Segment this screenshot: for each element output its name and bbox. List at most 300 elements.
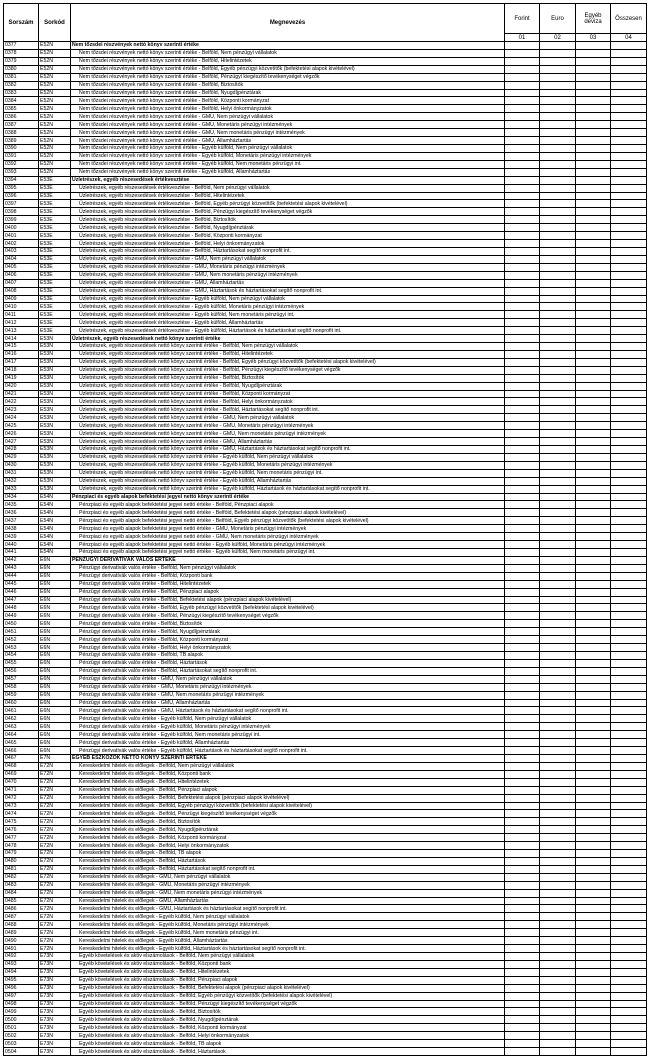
value-egyeb-deviza-cell[interactable] [576, 192, 611, 200]
value-egyeb-deviza-cell[interactable] [576, 493, 611, 501]
value-egyeb-deviza-cell[interactable] [576, 675, 611, 683]
value-euro-cell[interactable] [540, 509, 576, 517]
value-egyeb-deviza-cell[interactable] [576, 97, 611, 105]
value-forint-cell[interactable] [505, 921, 540, 929]
value-forint-cell[interactable] [505, 303, 540, 311]
value-osszesen-cell[interactable] [611, 628, 647, 636]
value-osszesen-cell[interactable] [611, 604, 647, 612]
value-forint-cell[interactable] [505, 754, 540, 762]
value-egyeb-deviza-cell[interactable] [576, 541, 611, 549]
value-egyeb-deviza-cell[interactable] [576, 747, 611, 755]
value-egyeb-deviza-cell[interactable] [576, 604, 611, 612]
value-forint-cell[interactable] [505, 683, 540, 691]
value-forint-cell[interactable] [505, 667, 540, 675]
value-forint-cell[interactable] [505, 469, 540, 477]
value-egyeb-deviza-cell[interactable] [576, 422, 611, 430]
value-forint-cell[interactable] [505, 699, 540, 707]
value-osszesen-cell[interactable] [611, 636, 647, 644]
value-forint-cell[interactable] [505, 620, 540, 628]
value-osszesen-cell[interactable] [611, 889, 647, 897]
value-osszesen-cell[interactable] [611, 335, 647, 343]
value-euro-cell[interactable] [540, 533, 576, 541]
value-egyeb-deviza-cell[interactable] [576, 715, 611, 723]
value-euro-cell[interactable] [540, 707, 576, 715]
value-euro-cell[interactable] [540, 295, 576, 303]
value-egyeb-deviza-cell[interactable] [576, 137, 611, 145]
value-euro-cell[interactable] [540, 390, 576, 398]
value-forint-cell[interactable] [505, 628, 540, 636]
value-forint-cell[interactable] [505, 802, 540, 810]
value-forint-cell[interactable] [505, 564, 540, 572]
value-osszesen-cell[interactable] [611, 675, 647, 683]
value-euro-cell[interactable] [540, 960, 576, 968]
value-osszesen-cell[interactable] [611, 319, 647, 327]
value-forint-cell[interactable] [505, 485, 540, 493]
value-osszesen-cell[interactable] [611, 224, 647, 232]
value-euro-cell[interactable] [540, 818, 576, 826]
value-osszesen-cell[interactable] [611, 97, 647, 105]
value-egyeb-deviza-cell[interactable] [576, 913, 611, 921]
value-osszesen-cell[interactable] [611, 398, 647, 406]
value-forint-cell[interactable] [505, 232, 540, 240]
value-euro-cell[interactable] [540, 905, 576, 913]
value-euro-cell[interactable] [540, 453, 576, 461]
value-egyeb-deviza-cell[interactable] [576, 430, 611, 438]
value-egyeb-deviza-cell[interactable] [576, 659, 611, 667]
value-egyeb-deviza-cell[interactable] [576, 121, 611, 129]
value-osszesen-cell[interactable] [611, 1024, 647, 1032]
value-forint-cell[interactable] [505, 850, 540, 858]
value-forint-cell[interactable] [505, 818, 540, 826]
value-forint-cell[interactable] [505, 279, 540, 287]
value-egyeb-deviza-cell[interactable] [576, 319, 611, 327]
value-forint-cell[interactable] [505, 873, 540, 881]
value-euro-cell[interactable] [540, 73, 576, 81]
value-osszesen-cell[interactable] [611, 723, 647, 731]
value-egyeb-deviza-cell[interactable] [576, 335, 611, 343]
value-forint-cell[interactable] [505, 1048, 540, 1056]
value-osszesen-cell[interactable] [611, 818, 647, 826]
value-egyeb-deviza-cell[interactable] [576, 1048, 611, 1056]
value-osszesen-cell[interactable] [611, 374, 647, 382]
value-forint-cell[interactable] [505, 453, 540, 461]
value-euro-cell[interactable] [540, 382, 576, 390]
value-forint-cell[interactable] [505, 778, 540, 786]
value-euro-cell[interactable] [540, 517, 576, 525]
value-egyeb-deviza-cell[interactable] [576, 1008, 611, 1016]
value-euro-cell[interactable] [540, 976, 576, 984]
value-forint-cell[interactable] [505, 905, 540, 913]
value-euro-cell[interactable] [540, 57, 576, 65]
value-egyeb-deviza-cell[interactable] [576, 921, 611, 929]
value-osszesen-cell[interactable] [611, 699, 647, 707]
value-euro-cell[interactable] [540, 240, 576, 248]
value-forint-cell[interactable] [505, 1040, 540, 1048]
value-egyeb-deviza-cell[interactable] [576, 160, 611, 168]
value-euro-cell[interactable] [540, 921, 576, 929]
value-osszesen-cell[interactable] [611, 42, 647, 50]
value-forint-cell[interactable] [505, 675, 540, 683]
value-euro-cell[interactable] [540, 723, 576, 731]
value-forint-cell[interactable] [505, 580, 540, 588]
value-euro-cell[interactable] [540, 596, 576, 604]
value-euro-cell[interactable] [540, 778, 576, 786]
value-osszesen-cell[interactable] [611, 659, 647, 667]
value-osszesen-cell[interactable] [611, 382, 647, 390]
value-egyeb-deviza-cell[interactable] [576, 446, 611, 454]
value-egyeb-deviza-cell[interactable] [576, 533, 611, 541]
value-euro-cell[interactable] [540, 398, 576, 406]
value-osszesen-cell[interactable] [611, 57, 647, 65]
value-osszesen-cell[interactable] [611, 549, 647, 557]
value-euro-cell[interactable] [540, 659, 576, 667]
value-osszesen-cell[interactable] [611, 794, 647, 802]
value-egyeb-deviza-cell[interactable] [576, 667, 611, 675]
value-forint-cell[interactable] [505, 65, 540, 73]
value-forint-cell[interactable] [505, 636, 540, 644]
value-euro-cell[interactable] [540, 810, 576, 818]
value-forint-cell[interactable] [505, 968, 540, 976]
value-forint-cell[interactable] [505, 865, 540, 873]
value-osszesen-cell[interactable] [611, 873, 647, 881]
value-egyeb-deviza-cell[interactable] [576, 240, 611, 248]
value-egyeb-deviza-cell[interactable] [576, 596, 611, 604]
value-euro-cell[interactable] [540, 501, 576, 509]
value-forint-cell[interactable] [505, 588, 540, 596]
value-egyeb-deviza-cell[interactable] [576, 501, 611, 509]
value-euro-cell[interactable] [540, 667, 576, 675]
value-euro-cell[interactable] [540, 366, 576, 374]
value-euro-cell[interactable] [540, 113, 576, 121]
value-egyeb-deviza-cell[interactable] [576, 453, 611, 461]
value-forint-cell[interactable] [505, 834, 540, 842]
value-euro-cell[interactable] [540, 168, 576, 176]
value-egyeb-deviza-cell[interactable] [576, 739, 611, 747]
value-osszesen-cell[interactable] [611, 343, 647, 351]
value-osszesen-cell[interactable] [611, 945, 647, 953]
value-osszesen-cell[interactable] [611, 184, 647, 192]
value-egyeb-deviza-cell[interactable] [576, 247, 611, 255]
value-egyeb-deviza-cell[interactable] [576, 564, 611, 572]
value-osszesen-cell[interactable] [611, 707, 647, 715]
value-osszesen-cell[interactable] [611, 778, 647, 786]
value-osszesen-cell[interactable] [611, 49, 647, 57]
value-forint-cell[interactable] [505, 739, 540, 747]
value-euro-cell[interactable] [540, 200, 576, 208]
value-forint-cell[interactable] [505, 1016, 540, 1024]
value-osszesen-cell[interactable] [611, 366, 647, 374]
value-egyeb-deviza-cell[interactable] [576, 968, 611, 976]
value-euro-cell[interactable] [540, 541, 576, 549]
value-osszesen-cell[interactable] [611, 525, 647, 533]
value-forint-cell[interactable] [505, 556, 540, 564]
value-osszesen-cell[interactable] [611, 73, 647, 81]
value-egyeb-deviza-cell[interactable] [576, 485, 611, 493]
value-forint-cell[interactable] [505, 247, 540, 255]
value-euro-cell[interactable] [540, 422, 576, 430]
value-osszesen-cell[interactable] [611, 453, 647, 461]
value-forint-cell[interactable] [505, 1032, 540, 1040]
value-egyeb-deviza-cell[interactable] [576, 509, 611, 517]
value-euro-cell[interactable] [540, 984, 576, 992]
value-osszesen-cell[interactable] [611, 786, 647, 794]
value-forint-cell[interactable] [505, 691, 540, 699]
value-egyeb-deviza-cell[interactable] [576, 937, 611, 945]
value-egyeb-deviza-cell[interactable] [576, 295, 611, 303]
value-forint-cell[interactable] [505, 889, 540, 897]
value-osszesen-cell[interactable] [611, 311, 647, 319]
value-egyeb-deviza-cell[interactable] [576, 810, 611, 818]
value-osszesen-cell[interactable] [611, 651, 647, 659]
value-egyeb-deviza-cell[interactable] [576, 216, 611, 224]
value-osszesen-cell[interactable] [611, 144, 647, 152]
value-forint-cell[interactable] [505, 842, 540, 850]
value-euro-cell[interactable] [540, 350, 576, 358]
value-egyeb-deviza-cell[interactable] [576, 89, 611, 97]
value-forint-cell[interactable] [505, 937, 540, 945]
value-egyeb-deviza-cell[interactable] [576, 644, 611, 652]
value-euro-cell[interactable] [540, 644, 576, 652]
value-forint-cell[interactable] [505, 295, 540, 303]
value-forint-cell[interactable] [505, 651, 540, 659]
value-forint-cell[interactable] [505, 857, 540, 865]
value-egyeb-deviza-cell[interactable] [576, 438, 611, 446]
value-forint-cell[interactable] [505, 881, 540, 889]
value-egyeb-deviza-cell[interactable] [576, 398, 611, 406]
value-egyeb-deviza-cell[interactable] [576, 477, 611, 485]
value-osszesen-cell[interactable] [611, 493, 647, 501]
value-euro-cell[interactable] [540, 945, 576, 953]
value-osszesen-cell[interactable] [611, 564, 647, 572]
value-euro-cell[interactable] [540, 184, 576, 192]
value-euro-cell[interactable] [540, 699, 576, 707]
value-forint-cell[interactable] [505, 271, 540, 279]
value-forint-cell[interactable] [505, 430, 540, 438]
value-euro-cell[interactable] [540, 176, 576, 184]
value-forint-cell[interactable] [505, 121, 540, 129]
value-osszesen-cell[interactable] [611, 960, 647, 968]
value-forint-cell[interactable] [505, 897, 540, 905]
value-egyeb-deviza-cell[interactable] [576, 731, 611, 739]
value-euro-cell[interactable] [540, 461, 576, 469]
value-osszesen-cell[interactable] [611, 192, 647, 200]
value-euro-cell[interactable] [540, 786, 576, 794]
value-egyeb-deviza-cell[interactable] [576, 343, 611, 351]
value-osszesen-cell[interactable] [611, 271, 647, 279]
value-osszesen-cell[interactable] [611, 216, 647, 224]
value-euro-cell[interactable] [540, 42, 576, 50]
value-forint-cell[interactable] [505, 240, 540, 248]
value-egyeb-deviza-cell[interactable] [576, 636, 611, 644]
value-euro-cell[interactable] [540, 208, 576, 216]
value-osszesen-cell[interactable] [611, 438, 647, 446]
value-egyeb-deviza-cell[interactable] [576, 287, 611, 295]
value-osszesen-cell[interactable] [611, 810, 647, 818]
value-egyeb-deviza-cell[interactable] [576, 414, 611, 422]
value-euro-cell[interactable] [540, 913, 576, 921]
value-forint-cell[interactable] [505, 152, 540, 160]
value-euro-cell[interactable] [540, 992, 576, 1000]
value-osszesen-cell[interactable] [611, 834, 647, 842]
value-forint-cell[interactable] [505, 929, 540, 937]
value-euro-cell[interactable] [540, 303, 576, 311]
value-osszesen-cell[interactable] [611, 976, 647, 984]
value-egyeb-deviza-cell[interactable] [576, 42, 611, 50]
value-forint-cell[interactable] [505, 747, 540, 755]
value-egyeb-deviza-cell[interactable] [576, 350, 611, 358]
value-forint-cell[interactable] [505, 913, 540, 921]
value-osszesen-cell[interactable] [611, 137, 647, 145]
value-osszesen-cell[interactable] [611, 65, 647, 73]
value-forint-cell[interactable] [505, 517, 540, 525]
value-forint-cell[interactable] [505, 311, 540, 319]
value-egyeb-deviza-cell[interactable] [576, 976, 611, 984]
value-euro-cell[interactable] [540, 1040, 576, 1048]
value-osszesen-cell[interactable] [611, 1032, 647, 1040]
value-osszesen-cell[interactable] [611, 469, 647, 477]
value-osszesen-cell[interactable] [611, 446, 647, 454]
value-euro-cell[interactable] [540, 406, 576, 414]
value-egyeb-deviza-cell[interactable] [576, 374, 611, 382]
value-egyeb-deviza-cell[interactable] [576, 255, 611, 263]
value-forint-cell[interactable] [505, 1000, 540, 1008]
value-euro-cell[interactable] [540, 873, 576, 881]
value-osszesen-cell[interactable] [611, 81, 647, 89]
value-euro-cell[interactable] [540, 731, 576, 739]
value-egyeb-deviza-cell[interactable] [576, 897, 611, 905]
value-osszesen-cell[interactable] [611, 644, 647, 652]
value-euro-cell[interactable] [540, 129, 576, 137]
value-euro-cell[interactable] [540, 144, 576, 152]
value-osszesen-cell[interactable] [611, 881, 647, 889]
value-osszesen-cell[interactable] [611, 1040, 647, 1048]
value-egyeb-deviza-cell[interactable] [576, 49, 611, 57]
value-forint-cell[interactable] [505, 1024, 540, 1032]
value-forint-cell[interactable] [505, 358, 540, 366]
value-forint-cell[interactable] [505, 366, 540, 374]
value-euro-cell[interactable] [540, 588, 576, 596]
value-osszesen-cell[interactable] [611, 826, 647, 834]
value-egyeb-deviza-cell[interactable] [576, 691, 611, 699]
value-egyeb-deviza-cell[interactable] [576, 1040, 611, 1048]
value-osszesen-cell[interactable] [611, 208, 647, 216]
value-forint-cell[interactable] [505, 73, 540, 81]
value-osszesen-cell[interactable] [611, 232, 647, 240]
value-osszesen-cell[interactable] [611, 929, 647, 937]
value-osszesen-cell[interactable] [611, 984, 647, 992]
value-egyeb-deviza-cell[interactable] [576, 184, 611, 192]
value-osszesen-cell[interactable] [611, 533, 647, 541]
value-euro-cell[interactable] [540, 232, 576, 240]
value-forint-cell[interactable] [505, 715, 540, 723]
value-osszesen-cell[interactable] [611, 596, 647, 604]
value-egyeb-deviza-cell[interactable] [576, 279, 611, 287]
value-osszesen-cell[interactable] [611, 200, 647, 208]
value-egyeb-deviza-cell[interactable] [576, 327, 611, 335]
value-forint-cell[interactable] [505, 327, 540, 335]
value-osszesen-cell[interactable] [611, 295, 647, 303]
value-euro-cell[interactable] [540, 850, 576, 858]
value-egyeb-deviza-cell[interactable] [576, 461, 611, 469]
value-forint-cell[interactable] [505, 612, 540, 620]
value-forint-cell[interactable] [505, 786, 540, 794]
value-forint-cell[interactable] [505, 826, 540, 834]
value-euro-cell[interactable] [540, 327, 576, 335]
value-euro-cell[interactable] [540, 691, 576, 699]
value-osszesen-cell[interactable] [611, 509, 647, 517]
value-osszesen-cell[interactable] [611, 1008, 647, 1016]
value-forint-cell[interactable] [505, 644, 540, 652]
value-forint-cell[interactable] [505, 572, 540, 580]
value-osszesen-cell[interactable] [611, 287, 647, 295]
value-forint-cell[interactable] [505, 287, 540, 295]
value-osszesen-cell[interactable] [611, 1016, 647, 1024]
value-euro-cell[interactable] [540, 754, 576, 762]
value-forint-cell[interactable] [505, 255, 540, 263]
value-osszesen-cell[interactable] [611, 842, 647, 850]
value-euro-cell[interactable] [540, 446, 576, 454]
value-forint-cell[interactable] [505, 770, 540, 778]
value-egyeb-deviza-cell[interactable] [576, 778, 611, 786]
value-euro-cell[interactable] [540, 65, 576, 73]
value-egyeb-deviza-cell[interactable] [576, 65, 611, 73]
value-egyeb-deviza-cell[interactable] [576, 73, 611, 81]
value-egyeb-deviza-cell[interactable] [576, 865, 611, 873]
value-forint-cell[interactable] [505, 461, 540, 469]
value-egyeb-deviza-cell[interactable] [576, 1000, 611, 1008]
value-forint-cell[interactable] [505, 541, 540, 549]
value-egyeb-deviza-cell[interactable] [576, 1024, 611, 1032]
value-egyeb-deviza-cell[interactable] [576, 549, 611, 557]
value-egyeb-deviza-cell[interactable] [576, 834, 611, 842]
value-forint-cell[interactable] [505, 794, 540, 802]
value-forint-cell[interactable] [505, 208, 540, 216]
value-forint-cell[interactable] [505, 477, 540, 485]
value-euro-cell[interactable] [540, 968, 576, 976]
value-forint-cell[interactable] [505, 438, 540, 446]
value-egyeb-deviza-cell[interactable] [576, 723, 611, 731]
value-osszesen-cell[interactable] [611, 921, 647, 929]
value-forint-cell[interactable] [505, 549, 540, 557]
value-forint-cell[interactable] [505, 984, 540, 992]
value-egyeb-deviza-cell[interactable] [576, 105, 611, 113]
value-forint-cell[interactable] [505, 707, 540, 715]
value-forint-cell[interactable] [505, 723, 540, 731]
value-forint-cell[interactable] [505, 263, 540, 271]
value-euro-cell[interactable] [540, 929, 576, 937]
value-forint-cell[interactable] [505, 604, 540, 612]
value-forint-cell[interactable] [505, 319, 540, 327]
value-osszesen-cell[interactable] [611, 865, 647, 873]
value-osszesen-cell[interactable] [611, 850, 647, 858]
value-forint-cell[interactable] [505, 1008, 540, 1016]
value-forint-cell[interactable] [505, 446, 540, 454]
value-osszesen-cell[interactable] [611, 477, 647, 485]
value-euro-cell[interactable] [540, 430, 576, 438]
value-osszesen-cell[interactable] [611, 667, 647, 675]
value-forint-cell[interactable] [505, 533, 540, 541]
value-osszesen-cell[interactable] [611, 327, 647, 335]
value-euro-cell[interactable] [540, 675, 576, 683]
value-egyeb-deviza-cell[interactable] [576, 200, 611, 208]
value-euro-cell[interactable] [540, 865, 576, 873]
value-osszesen-cell[interactable] [611, 517, 647, 525]
value-osszesen-cell[interactable] [611, 580, 647, 588]
value-forint-cell[interactable] [505, 105, 540, 113]
value-euro-cell[interactable] [540, 580, 576, 588]
value-forint-cell[interactable] [505, 501, 540, 509]
value-egyeb-deviza-cell[interactable] [576, 556, 611, 564]
